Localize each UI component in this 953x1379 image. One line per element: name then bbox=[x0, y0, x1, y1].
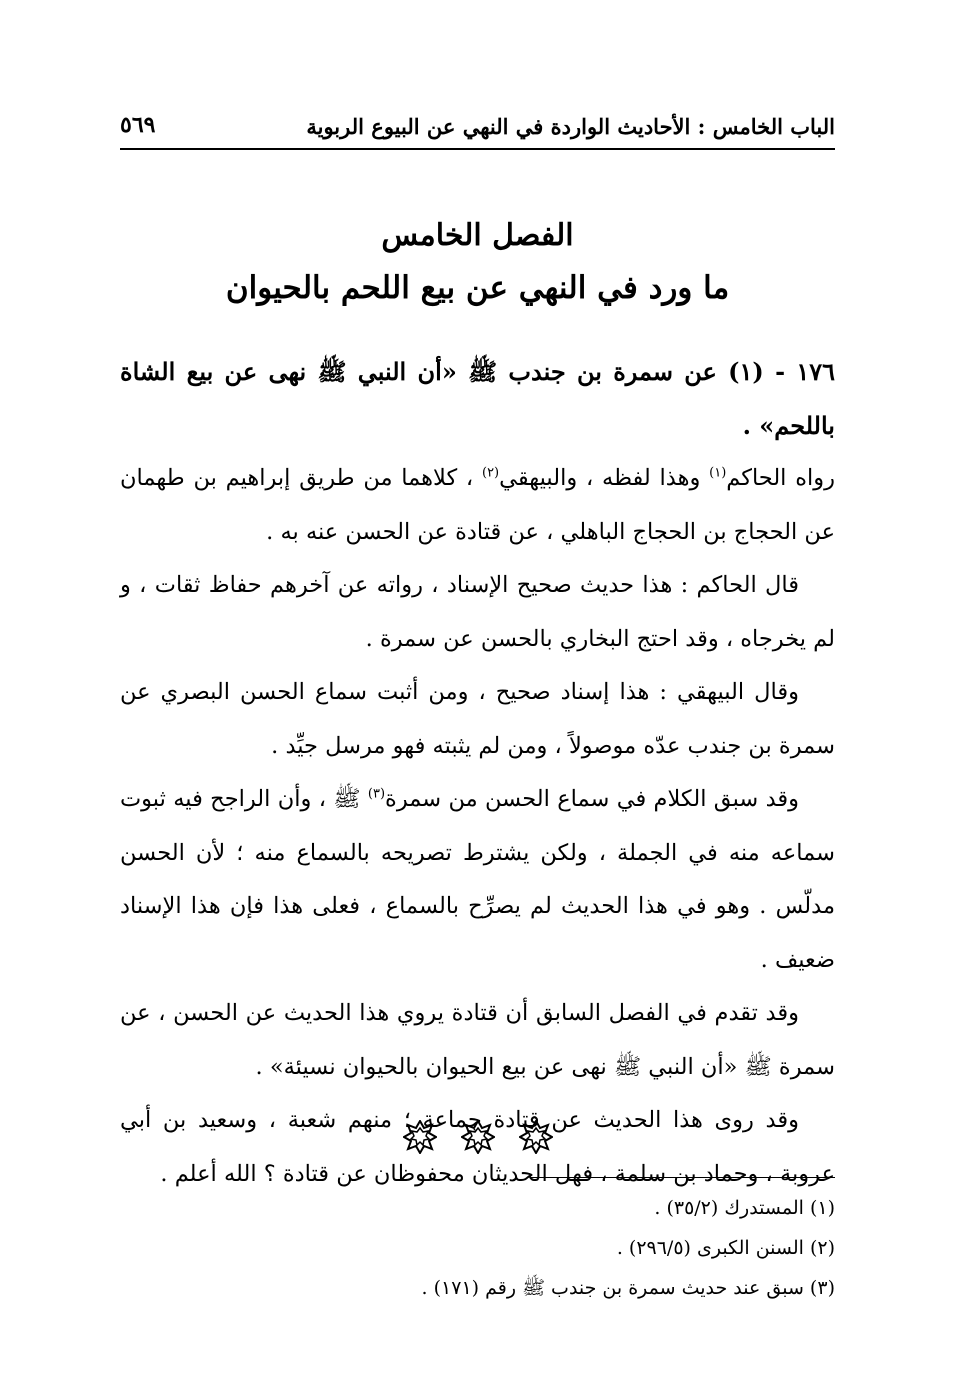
paragraph-takhrij bbox=[120, 452, 835, 559]
footnote-1: (١) المستدرك (٣٥/٢) . bbox=[654, 1197, 835, 1219]
paragraph-bayhaqi: وقال البيهقي : هذا إسناد صحيح ، ومن أثبت سماع الحسن البصري عن سمرة بن جندب عدّه موصولاً ، ومن لم يثبته فهو مرسل جيِّد . bbox=[120, 679, 835, 759]
star-ornament-icon bbox=[461, 1120, 495, 1154]
hadith-heading: ١٧٦ - (١) عن سمرة بن جندب ﷺ «أن النبي ﷺ نهى عن بيع الشاة باللحم» . bbox=[120, 357, 835, 440]
running-title: الباب الخامس : الأحاديث الواردة في النهي عن البيوع الربوية bbox=[306, 114, 835, 139]
page-number: ٥٦٩ bbox=[120, 112, 156, 138]
chapter-label: الفصل الخامس bbox=[381, 218, 574, 253]
star-ornament-icon bbox=[519, 1120, 553, 1154]
body-text bbox=[120, 345, 835, 1201]
footnote-3: (٣) سبق عند حديث سمرة بن جندب ﷺ رقم (١٧١) . bbox=[421, 1277, 835, 1299]
footnote-ref-1[interactable]: (١) bbox=[709, 465, 727, 481]
paragraph-conclusion: وقد روى هذا الحديث عن قتادة جماعة ؛ منهم شعبة ، وسعيد بن أبي عروبة ، وحماد بن سلمة ، فهل الحديثان محفوظان عن قتادة ؟ الله أعلم . bbox=[120, 1107, 835, 1187]
paragraph-sama bbox=[120, 773, 835, 987]
star-ornament-icon bbox=[403, 1120, 437, 1154]
footnote-2: (٢) السنن الكبرى (٢٩٦/٥) . bbox=[616, 1237, 835, 1259]
footnotes bbox=[120, 1188, 835, 1308]
paragraph-text: ، كلاهما من طريق إبراهيم بن طهمان عن الحجاج بن الحجاج الباهلي ، عن قتادة عن الحسن عنه به . bbox=[120, 465, 835, 545]
footnote-ref-2[interactable]: (٢) bbox=[481, 465, 500, 481]
paragraph-text: وهذا لفظه ، والبيهقي bbox=[499, 465, 710, 491]
page-header bbox=[120, 108, 835, 150]
paragraph-hakim: قال الحاكم : هذا حديث صحيح الإسناد ، رواته عن آخرهم حفاظ ثقات ، و لم يخرجاه ، وقد احتج البخاري بالحسن عن سمرة . bbox=[120, 572, 835, 652]
section-end-ornaments bbox=[120, 1120, 835, 1160]
paragraph-text: ﷺ ، وأن الراجح فيه ثبوت سماعه منه في الجملة ، ولكن يشترط تصريحه بالسماع منه ؛ لأن الحسن مدلّس . وهو في هذا الحديث لم يصرِّح بالسماع ، فعلى هذا فإن هذا الإسناد ضعيف . bbox=[120, 786, 835, 973]
paragraph-previous-chapter: وقد تقدم في الفصل السابق أن قتادة يروي هذا الحديث عن الحسن ، عن سمرة ﷺ «أن النبي ﷺ نهى عن بيع الحيوان بالحيوان نسيئة» . bbox=[120, 1000, 835, 1080]
footnote-separator bbox=[530, 1177, 835, 1178]
paragraph-text: رواه الحاكم bbox=[726, 465, 835, 491]
paragraph-text: وقد سبق الكلام في سماع الحسن من سمرة bbox=[385, 786, 800, 812]
footnote-ref-3[interactable]: (٣) bbox=[367, 786, 386, 802]
chapter-title: ما ورد في النهي عن بيع اللحم بالحيوان bbox=[225, 270, 730, 306]
